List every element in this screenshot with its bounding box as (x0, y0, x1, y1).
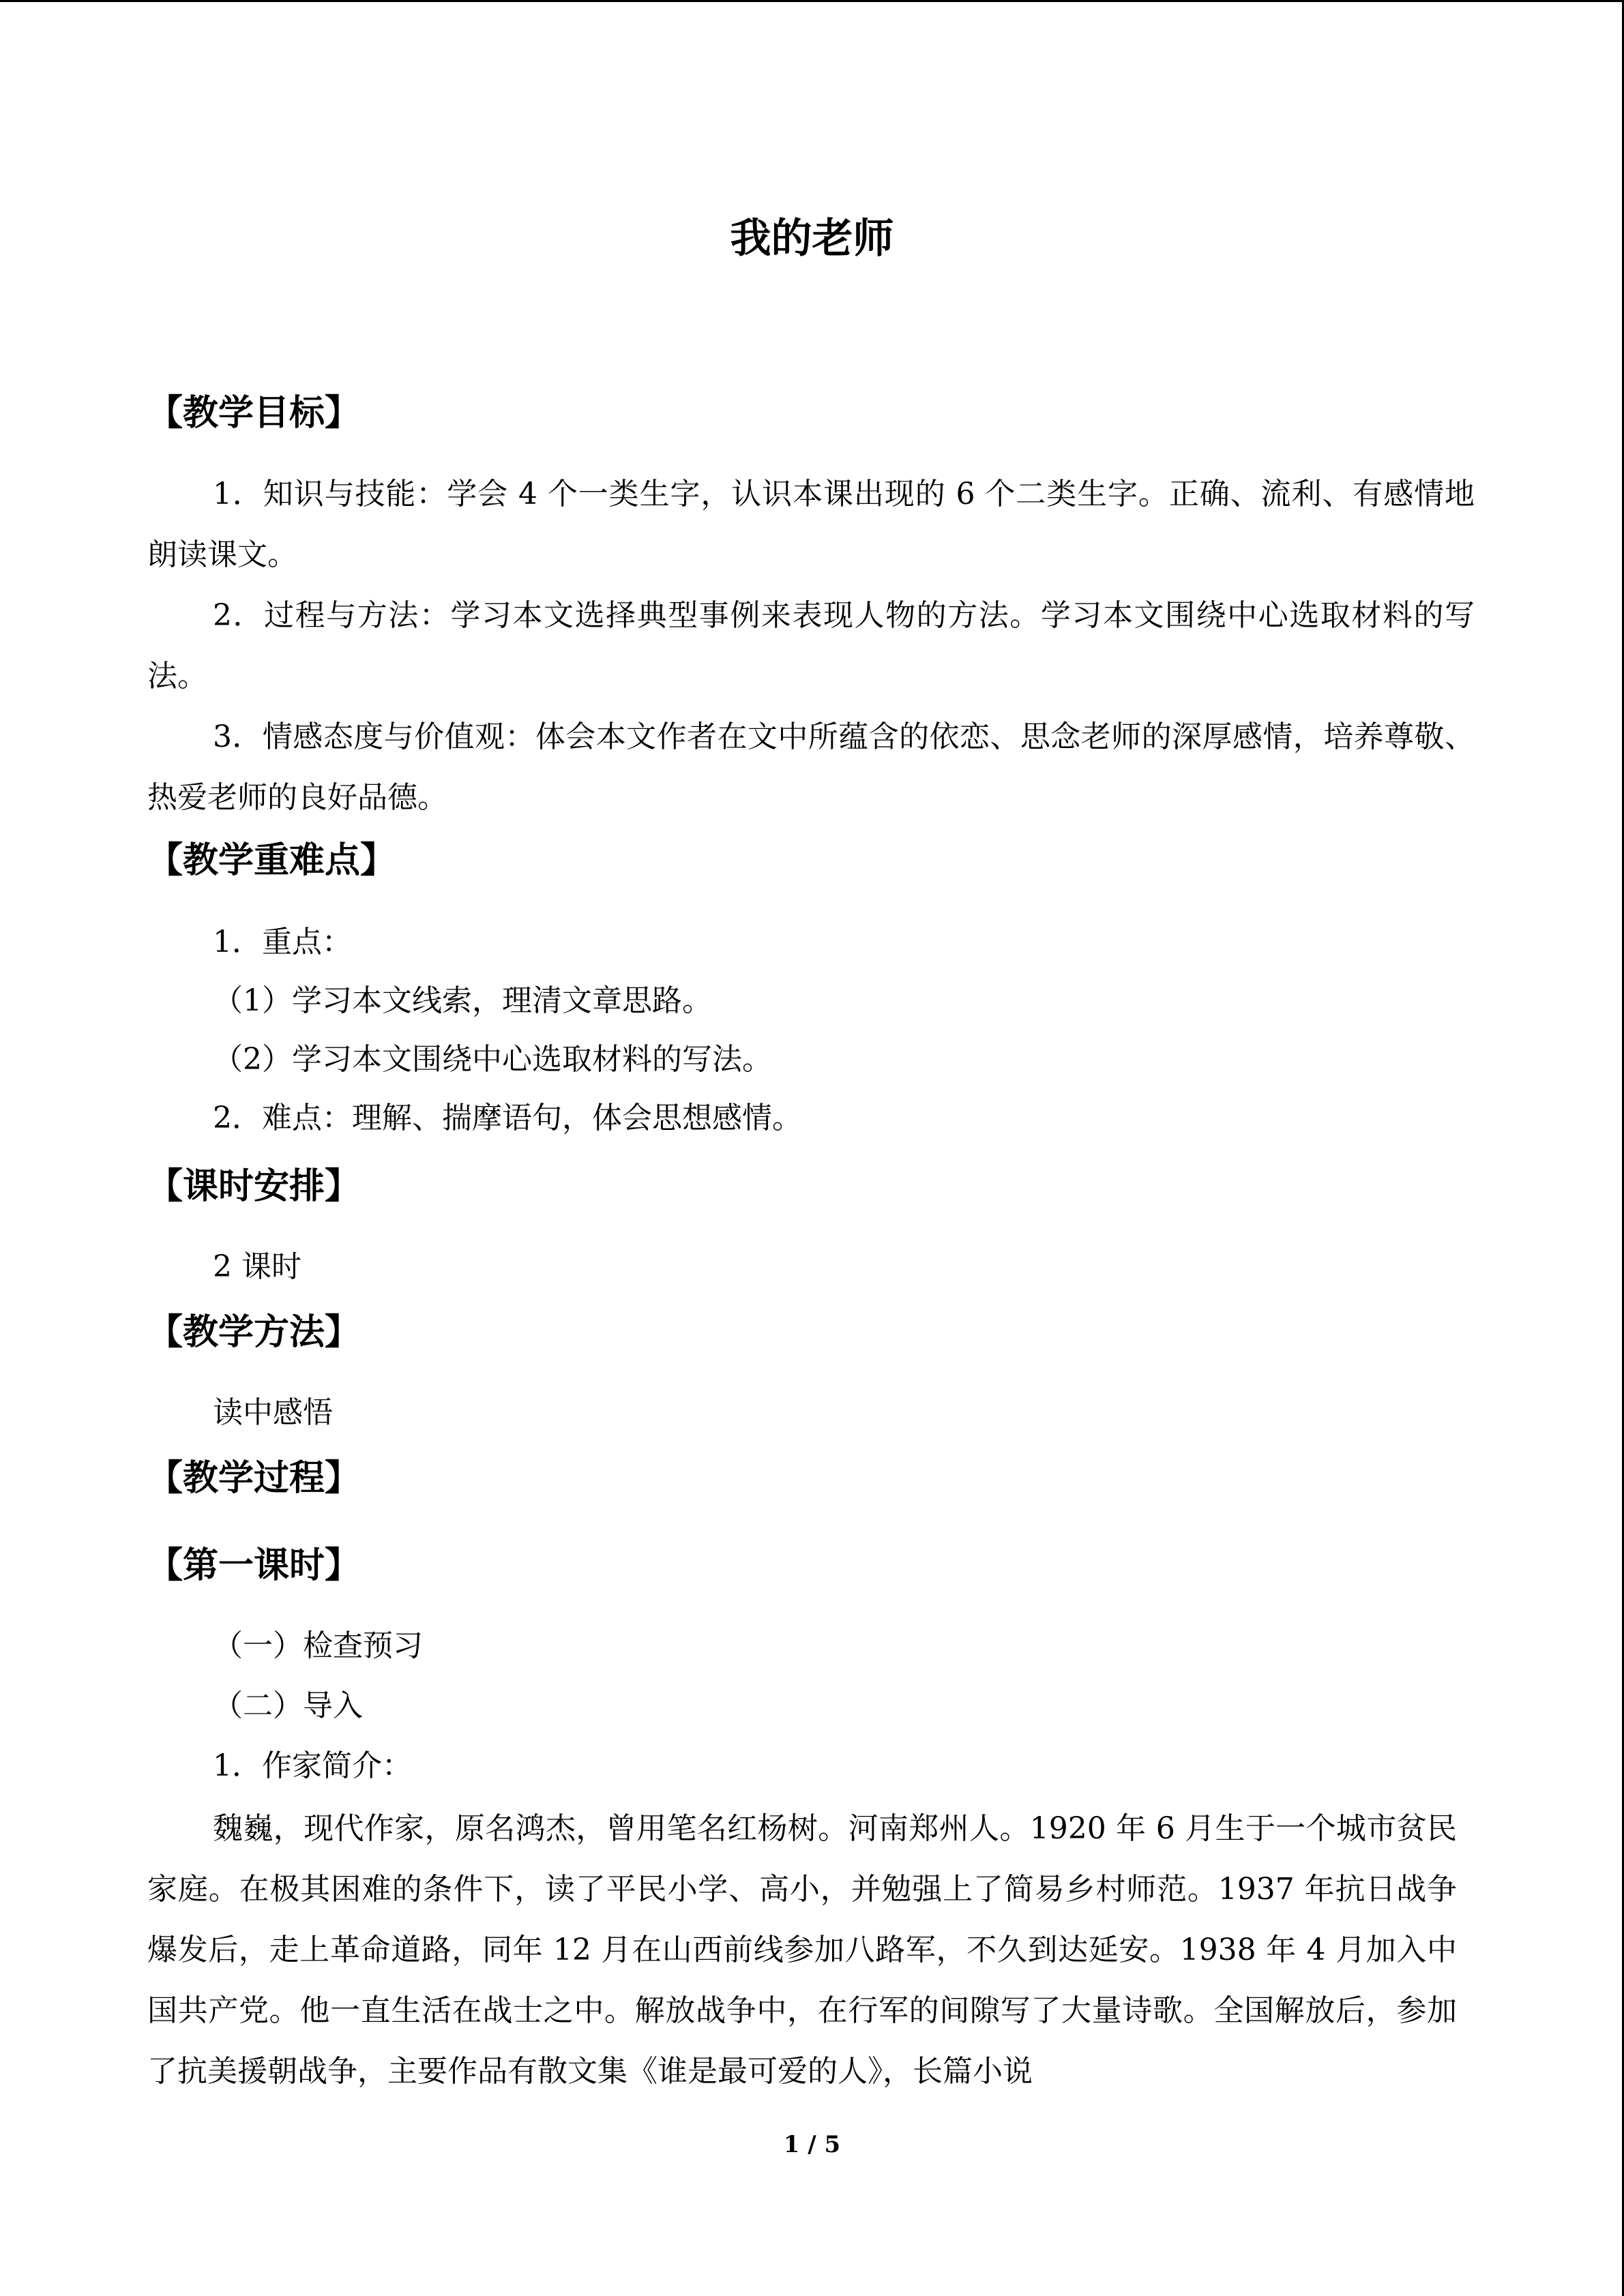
heading-schedule: 【课时安排】 (147, 1166, 361, 1207)
key-point-1: 1．重点： (213, 925, 352, 959)
heading-process: 【教学过程】 (147, 1458, 361, 1499)
heading-method: 【教学方法】 (147, 1312, 361, 1353)
objective-item-3: 3．情感态度与价值观：体会本文作者在文中所蕴含的依恋、思念老师的深厚感情，培养尊敬、热爱老师的良好品德。 (147, 719, 1475, 815)
key-point-1-sub-1: （1）学习本文线索，理清文章思路。 (213, 983, 712, 1018)
method-text: 读中感悟 (213, 1395, 333, 1430)
objective-item-1: 1．知识与技能：学会 4 个一类生字，认识本课出现的 6 个二类生字。正确、流利、有感情地朗读课文。 (147, 477, 1475, 572)
author-biography: 魏巍，现代作家，原名鸿杰，曾用笔名红杨树。河南郑州人。1920 年 6 月生于一个城市贫民家庭。在极其困难的条件下，读了平民小学、高小，并勉强上了简易乡村师范。1937 年抗日战争爆发后，走上革命道路，同年 12 月在山西前线参加八路军，不久到达延安。1938 年 4 月加入中国共产党。他一直生活在战士之中。解放战争中，在行军的间隙写了大量诗歌。全国解放后，参加了抗美援朝战争，主要作品有散文集《谁是最可爱的人》，长篇小说 (147, 1811, 1457, 2089)
objective-item-2: 2．过程与方法：学习本文选择典型事例来表现人物的方法。学习本文围绕中心选取材料的写法。 (147, 598, 1475, 694)
key-point-1-sub-2: （2）学习本文围绕中心选取材料的写法。 (213, 1042, 772, 1077)
heading-first-lesson: 【第一课时】 (147, 1545, 361, 1586)
heading-objectives: 【教学目标】 (147, 393, 361, 434)
step-author-intro: 1．作家简介： (213, 1748, 412, 1783)
page-border-top (0, 0, 1624, 2)
heading-key-points: 【教学重难点】 (147, 840, 396, 881)
step-introduction: （二）导入 (213, 1688, 363, 1723)
schedule-text: 2 课时 (213, 1249, 301, 1284)
step-check-preview: （一）检查预习 (213, 1628, 423, 1663)
document-title: 我的老师 (730, 215, 894, 263)
page-number: 1 / 5 (783, 2131, 841, 2158)
key-point-2: 2．难点：理解、揣摩语句，体会思想感情。 (213, 1101, 802, 1135)
